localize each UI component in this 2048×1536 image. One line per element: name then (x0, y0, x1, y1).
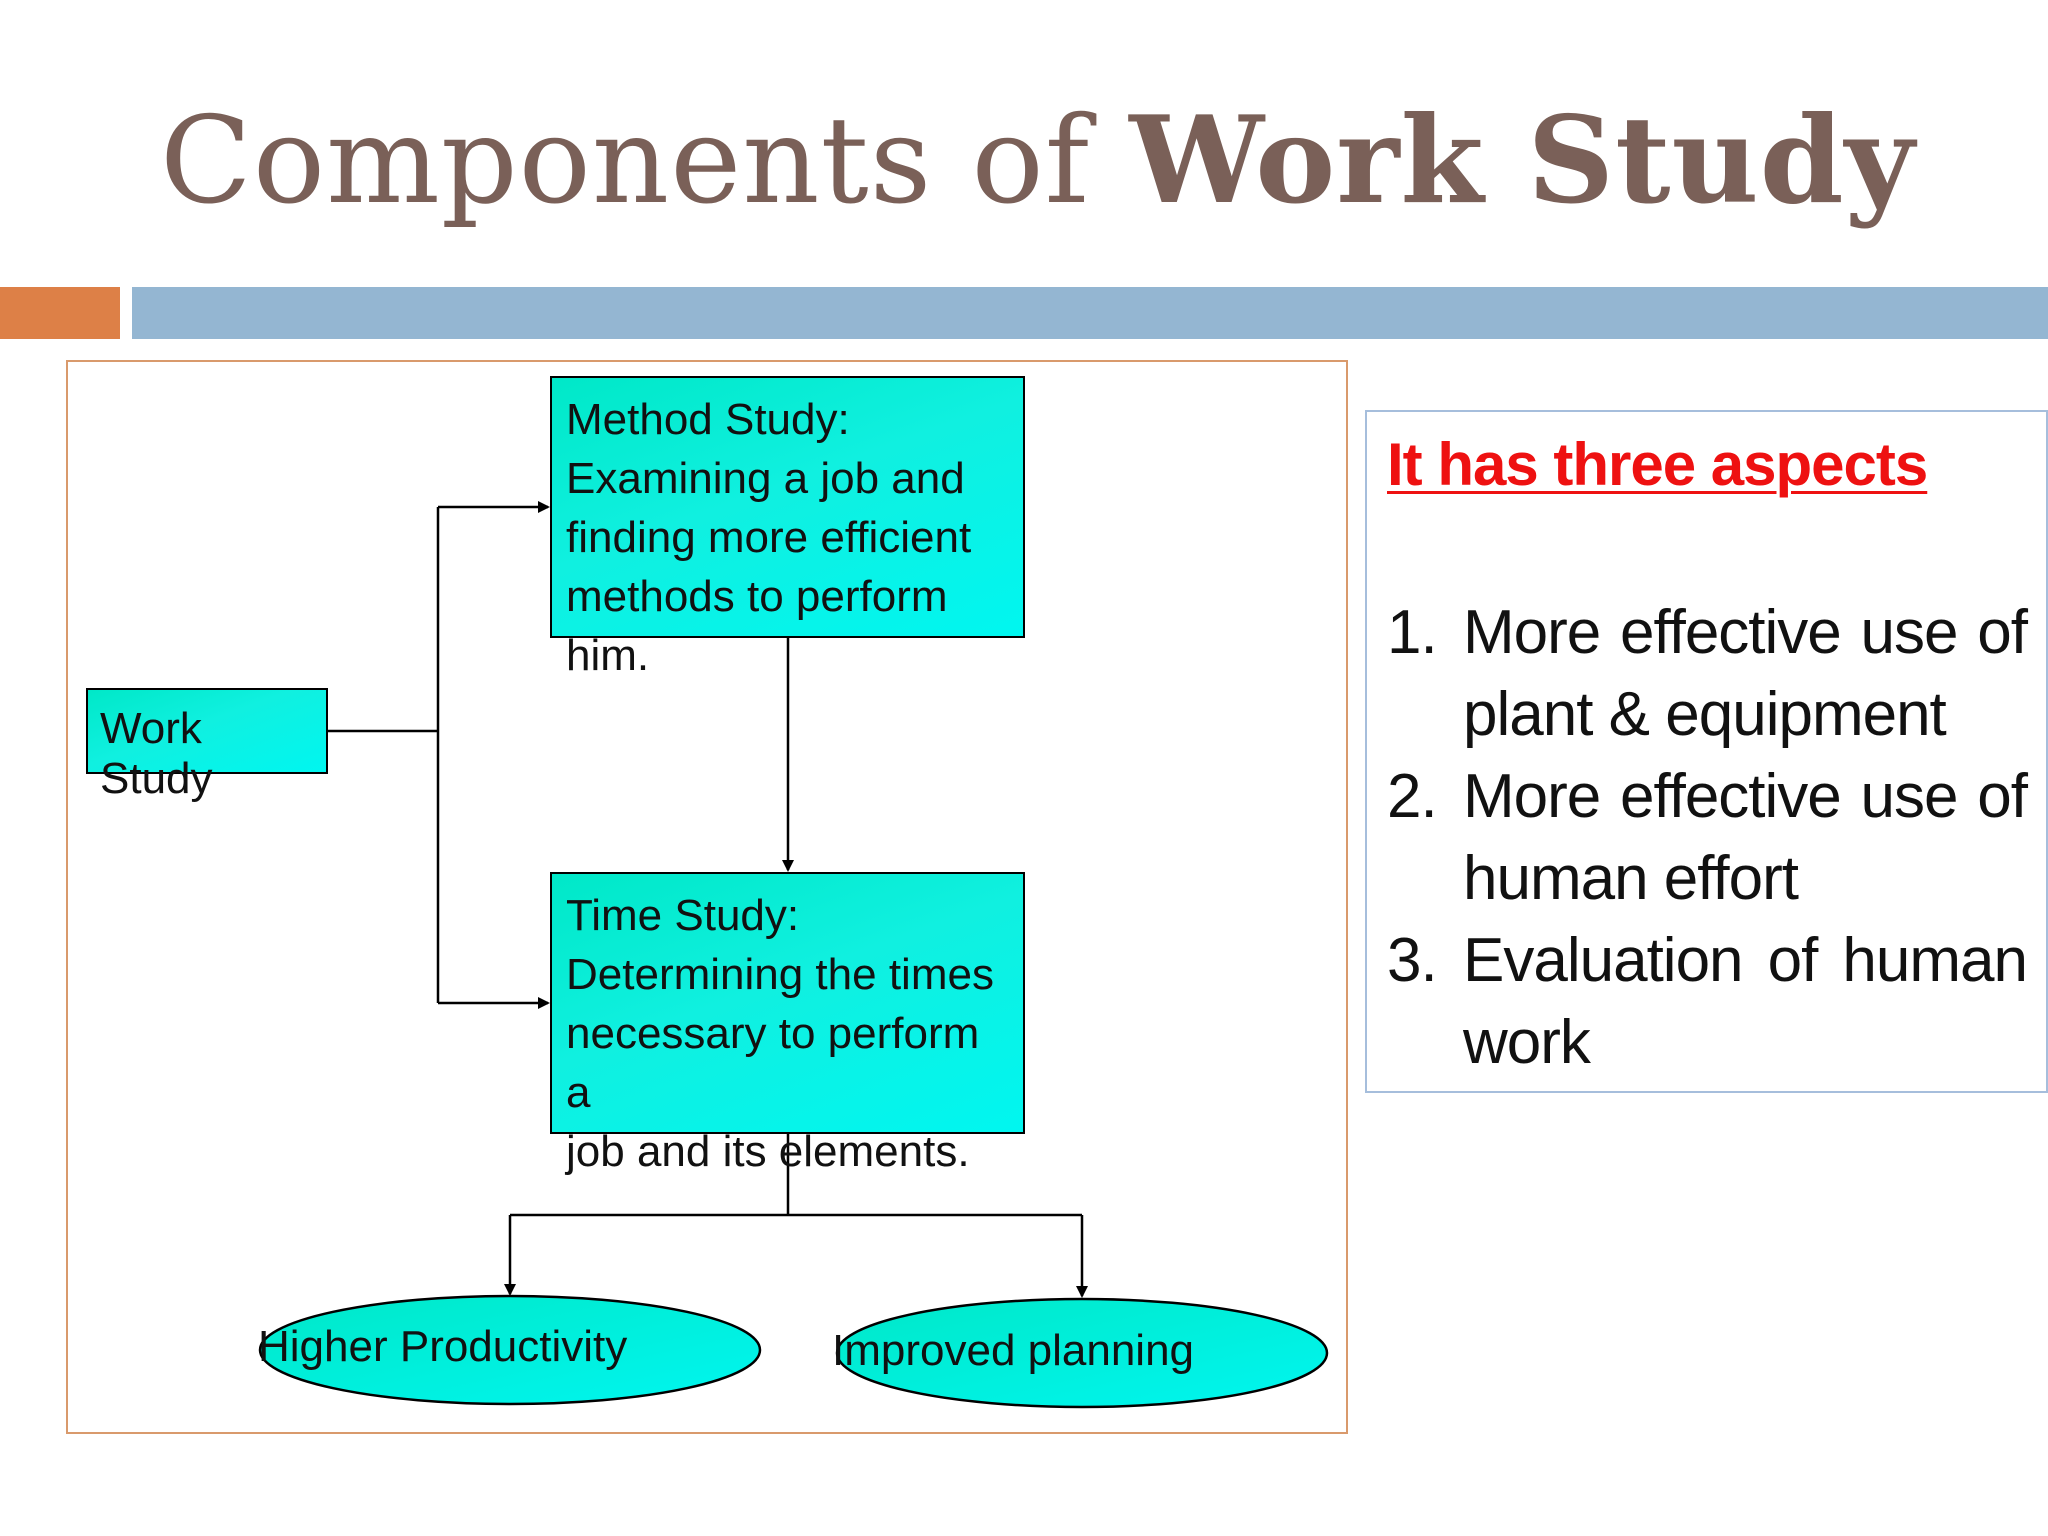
aspect-item-1 (1387, 592, 2027, 756)
method-study-box (550, 376, 1025, 680)
slide-title (160, 90, 1916, 231)
aspect-item-2 (1387, 756, 2027, 920)
work-study-box (86, 688, 328, 803)
aspect-number: 2. (1387, 762, 1437, 831)
aspects-heading: It has three aspects (1387, 431, 1928, 498)
time-study-text: Time Study: Determining the times necessary to perform a job and its elements. (566, 891, 994, 1176)
method-study-text: Method Study: Examining a job and finding more efficient methods to perform him. (566, 395, 972, 680)
aspect-number: 1. (1387, 598, 1437, 667)
time-study-box (550, 872, 1025, 1176)
aspects-list (1387, 592, 2027, 1084)
aspect-item-3 (1387, 920, 2027, 1084)
work-study-label: Work Study (100, 704, 213, 803)
aspect-text: Evaluation of human work (1463, 926, 2027, 1077)
improved-planning-label: Improved planning (832, 1326, 1195, 1375)
aspect-text: More effective use of plant & equipment (1463, 598, 2027, 749)
aspects-panel (1365, 410, 2048, 1093)
accent-bar-orange (0, 287, 120, 339)
title-regular: Components of (160, 92, 1130, 231)
aspect-text: More effective use of human effort (1463, 762, 2027, 913)
work-study-diagram (66, 360, 1348, 1434)
accent-bar-blue (132, 287, 2048, 339)
higher-productivity-label: Higher Productivity (258, 1322, 628, 1371)
title-bold: Work Study (1129, 90, 1916, 231)
aspect-number: 3. (1387, 926, 1437, 995)
